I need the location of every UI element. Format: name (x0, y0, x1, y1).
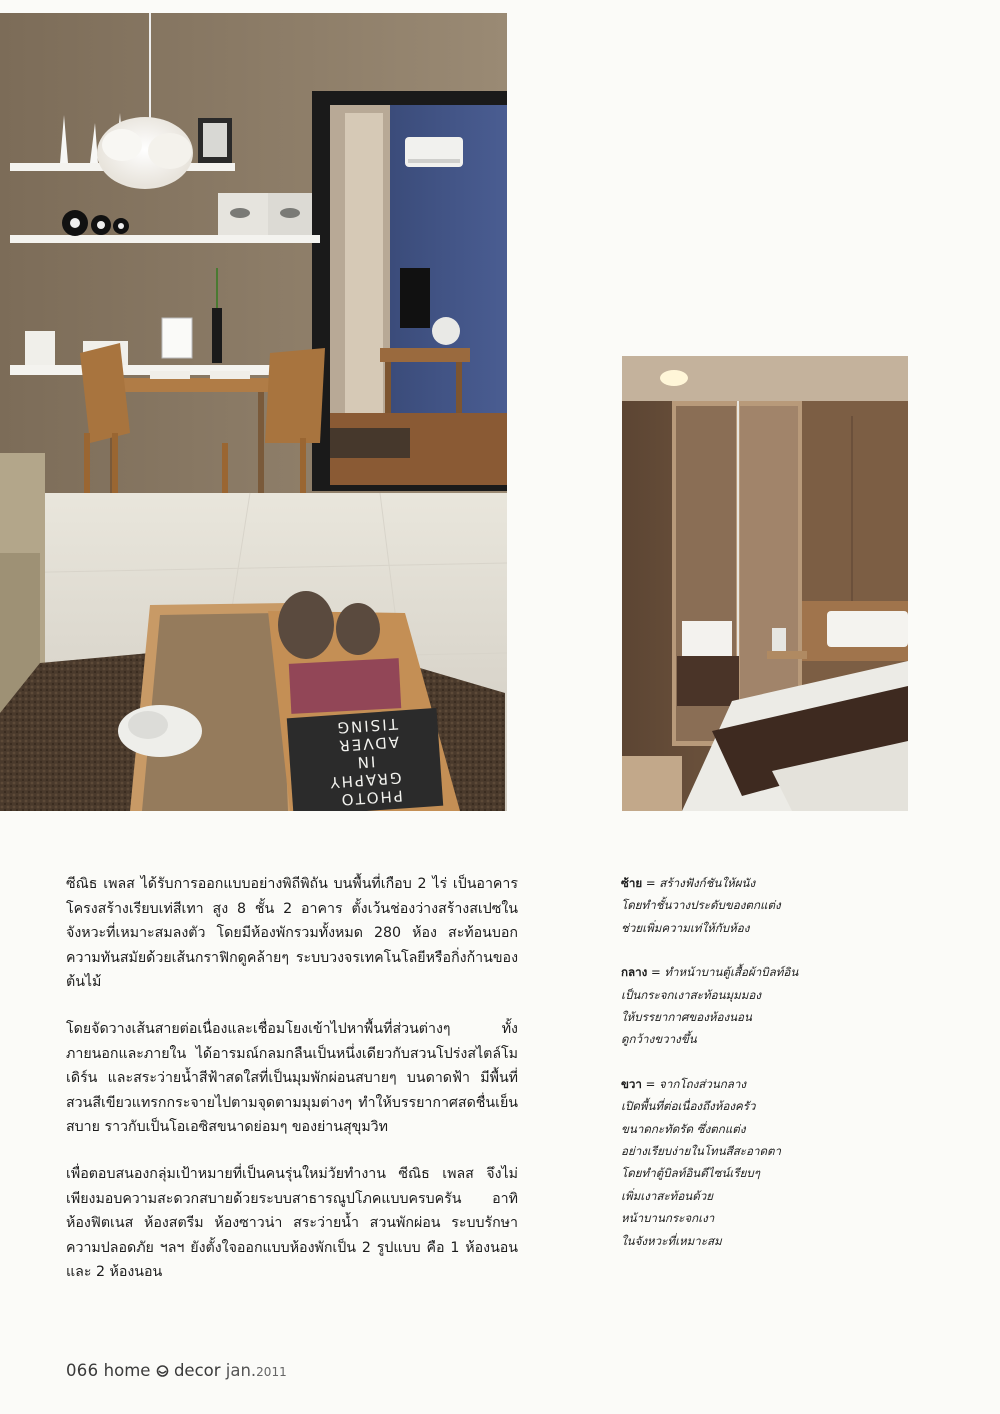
caption-line: โดยทำชั้นวางประดับของตกแต่ง (621, 898, 781, 913)
caption-line: ทำหน้าบานตู้เสื้อผ้าบิลท์อิน (664, 965, 799, 980)
caption-separator: = (642, 876, 660, 890)
caption-line: สร้างฟังก์ชันให้ผนัง (659, 876, 756, 890)
issue-month: jan. (225, 1361, 257, 1380)
page-number: 066 (66, 1361, 99, 1380)
issue-year: 2011 (256, 1365, 287, 1379)
caption-line: ช่วยเพิ่มความเท่ให้กับห้อง (621, 920, 750, 935)
caption-separator: = (647, 965, 665, 980)
caption-line: หน้าบานกระจกเงา (621, 1211, 715, 1226)
caption-left (621, 872, 881, 939)
magazine-brand-decor: decor (173, 1361, 221, 1380)
book-title-line: GRAPHY (327, 768, 403, 792)
caption-line: โดยทำตู้บิลท์อินดีไซน์เรียบๆ (621, 1166, 760, 1181)
brand-logo-icon (156, 1364, 169, 1377)
bedroom-photo (622, 356, 908, 811)
caption-line: อย่างเรียบง่ายในโทนสีสะอาดตา (621, 1144, 782, 1159)
article-paragraph: ซีณิธ เพลส ได้รับการออกแบบอย่างพิถีพิถัน บนพื้นที่เกือบ 2 ไร่ เป็นอาคารโครงสร้างเรียบเท่สีเทา สูง 8 ชั้น 2 อาคาร ตั้งเว้นช่องว่างสร้างสเปซในจังหวะที่เหมาะสมลงตัว โดยมีห้องพักรวมทั้งหมด 280 ห้อง สะท้อนบอกความทันสมัยด้วยเส้นกราฟิกดูคล้ายๆ ระบบวงจรเทคโนโลยีหรือกิ่งก้านของต้นไม้ (66, 876, 518, 991)
caption-line: ดูกว้างขวางขึ้น (621, 1032, 697, 1047)
caption-line: จากโถงส่วนกลาง (659, 1076, 747, 1091)
caption-line: เปิดพื้นที่ต่อเนื่องถึงห้องครัว (621, 1099, 756, 1114)
article-paragraph: เพื่อตอบสนองกลุ่มเป้าหมายที่เป็นคนรุ่นใหม่วัยทำงาน ซีณิธ เพลส จึงไม่เพียงมอบความสะดวกสบายด้วยระบบสาธารณูปโภคแบบครบครัน อาทิ ห้องฟิตเนส ห้องสตรีม ห้องซาวน่า สระว่ายน้ำ สวนพักผ่อน ระบบรักษาความปลอดภัย ฯลฯ ยังตั้งใจออกแบบห้องพักเป็น 2 รูปแบบ คือ 1 ห้องนอน และ 2 ห้องนอน (66, 1165, 518, 1281)
caption-right (621, 1073, 881, 1252)
caption-line: ขนาดกะทัดรัด ซึ่งตกแต่ง (621, 1121, 746, 1136)
page-footer (66, 1361, 287, 1380)
photo-captions (621, 872, 881, 1274)
caption-line: ให้บรรยากาศของห้องนอน (621, 1010, 752, 1025)
magazine-brand-home: home (103, 1361, 151, 1380)
book-title-line: PHOTO (339, 786, 404, 809)
living-room-photo (0, 13, 507, 811)
caption-line: เพิ่มเงาสะท้อนด้วย (621, 1188, 714, 1203)
caption-center (621, 961, 881, 1051)
caption-heading: ซ้าย (621, 876, 643, 890)
caption-heading: ขวา (621, 1076, 642, 1091)
article-paragraph: โดยจัดวางเส้นสายต่อเนื่องและเชื่อมโยงเข้าไปหาพื้นที่ส่วนต่างๆ ทั้งภายนอกและภายใน ได้อารมณ์กลมกลืนเป็นหนึ่งเดียวกับสวนโปร่งสไตล์โมเดิร์น และสระว่ายน้ำสีฟ้าสดใสที่เป็นมุมพักผ่อนสบายๆ บนดาดฟ้า มีพื้นที่สวนสีเขียวแทรกกระจายไปตามจุดตามมุมต่างๆ ทำให้บรรยากาศสดชื่นเย็นสบาย ราวกับเป็นโอเอซิสขนาดย่อมๆ ของย่านสุขุมวิท (66, 1020, 518, 1136)
article-body (66, 872, 518, 1307)
book-title-line: TISING (334, 714, 399, 737)
caption-line: ในจังหวะที่เหมาะสม (621, 1233, 722, 1248)
caption-line: เป็นกระจกเงาสะท้อนมุมมอง (621, 987, 762, 1002)
book-title-line: ADVER (336, 732, 400, 755)
caption-heading: กลาง (621, 965, 648, 980)
caption-separator: = (641, 1076, 660, 1091)
book-title-line: IN (355, 752, 376, 772)
